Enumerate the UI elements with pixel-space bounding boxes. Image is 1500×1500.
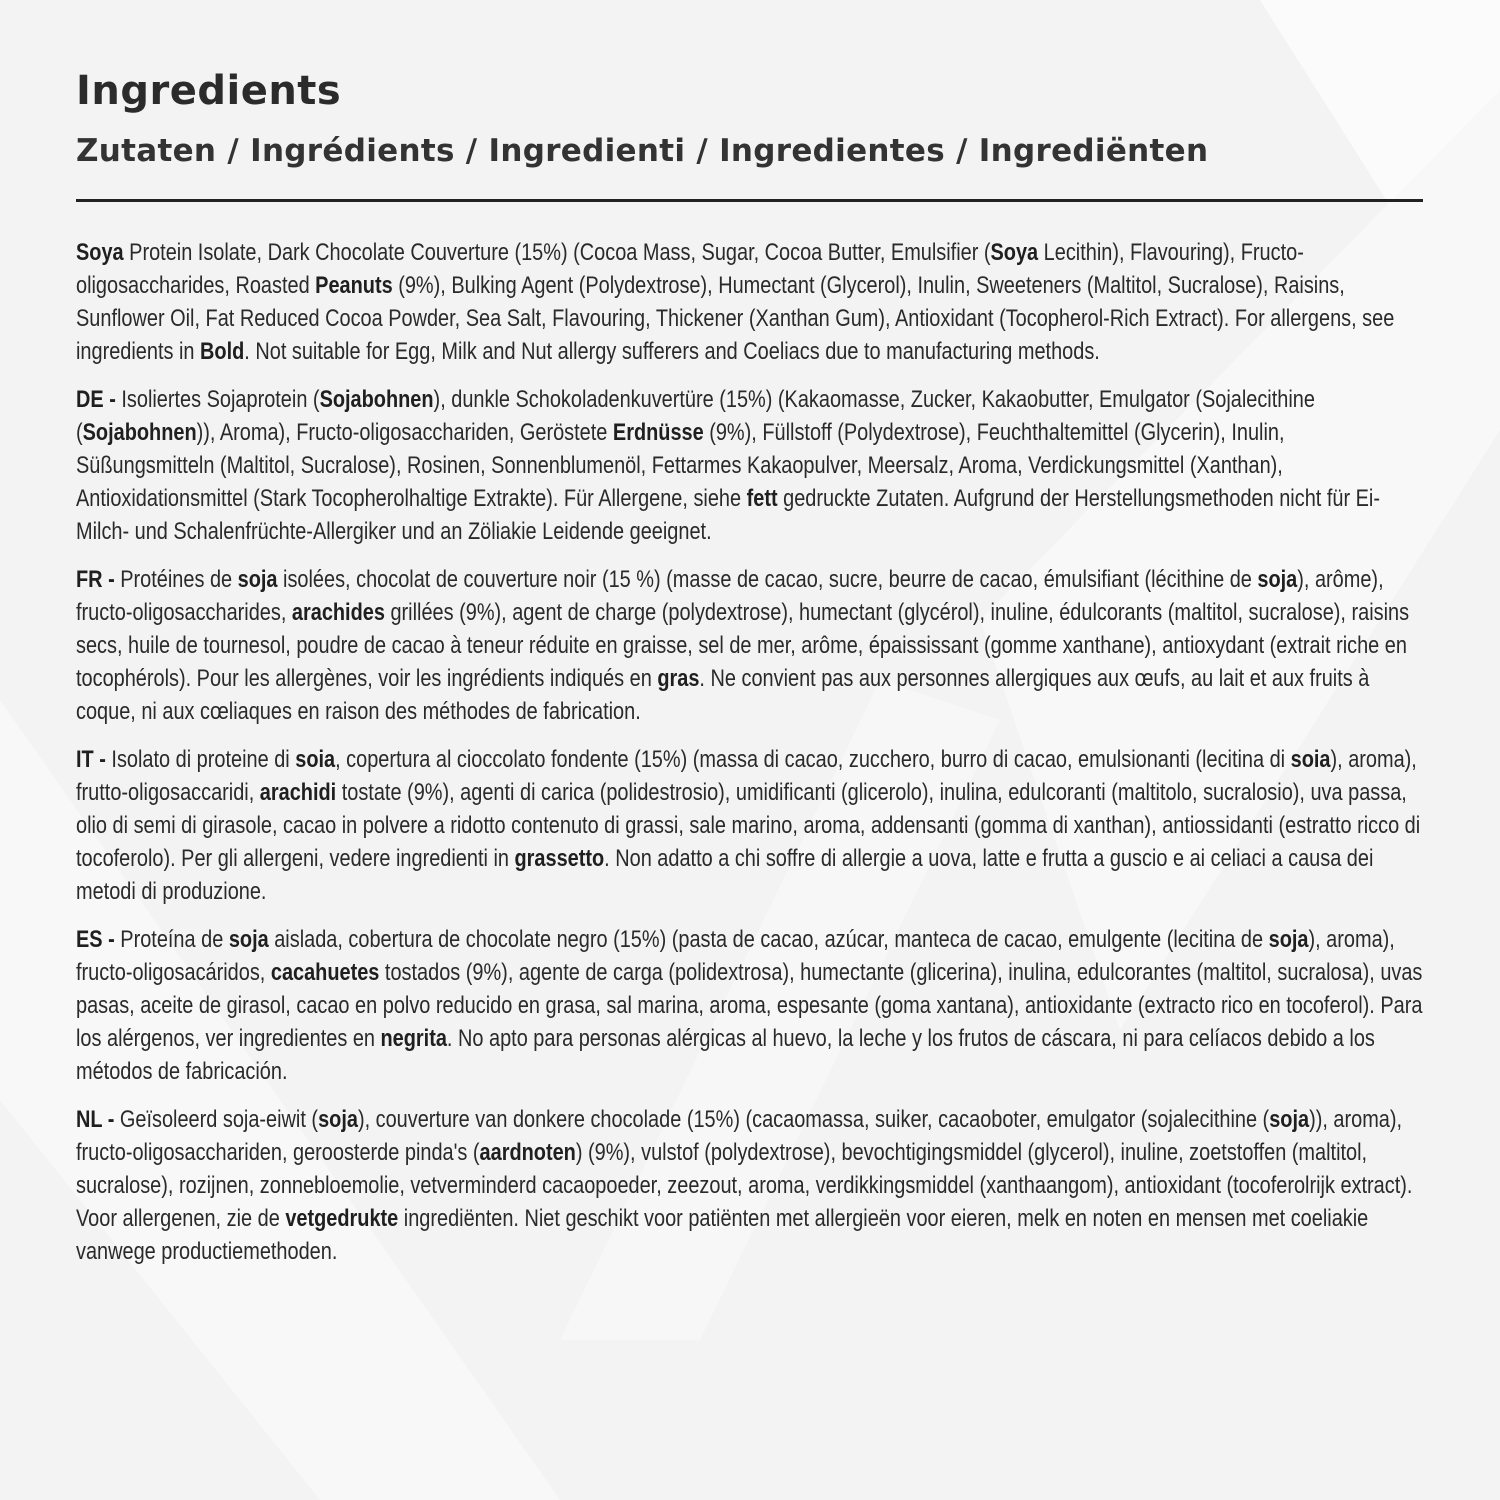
ingredient-text: . Non adatto a chi soffre di allergie a uova, latte e frutta a guscio e ai celiaci a causa dei metodi di produzione. xyxy=(76,845,1374,905)
page-title: Ingredients xyxy=(76,68,342,114)
page-subtitle: Zutaten / Ingrédients / Ingredienti / Ingredientes / Ingrediënten xyxy=(76,133,1209,169)
ingredient-text: (9%), Bulking Agent (Polydextrose), Humectant (Glycerol), Inulin, Sweeteners (Maltitol, Sucralose), Raisins, Sunflower Oil, Fat Reduced Cocoa Powder, Sea Salt, Flavouring, Thickener (Xanthan Gum), Antioxidant (Tocopherol-Rich Extract). For allergens, see ingredients in xyxy=(76,272,1395,365)
allergen-text: soja xyxy=(237,566,278,593)
ingredient-text: ), arôme), fructo-oligosaccharides, xyxy=(76,566,1384,626)
allergen-text: negrita xyxy=(380,1025,447,1052)
allergen-text: soja xyxy=(1269,1106,1310,1133)
allergen-text: soja xyxy=(228,926,269,953)
allergen-text: soja xyxy=(1257,566,1298,593)
ingredient-text: Isoliertes Sojaprotein ( xyxy=(115,386,320,413)
ingredient-text: (9%), Füllstoff (Polydextrose), Feuchthaltemittel (Glycerin), Inulin, Süßungsmitteln (Maltitol, Sucralose), Rosinen, Sonnenblumenöl, Fettarmes Kakaopulver, Meersalz, Aroma, Verdickungsmittel (Xanthan), Antioxidationsmittel (Stark Tocopherolhaltige Extrakte). Für Allergene, siehe xyxy=(76,419,1285,512)
allergen-text: fett xyxy=(746,485,778,512)
ingredients-paragraph xyxy=(76,743,1426,908)
ingredients-paragraph xyxy=(76,563,1426,728)
ingredient-text: . No apto para personas alérgicas al huevo, la leche y los frutos de cáscara, ni para celíacos debido a los métodos de fabricación. xyxy=(76,1025,1375,1085)
allergen-text: soja xyxy=(1268,926,1309,953)
ingredient-text: gedruckte Zutaten. Aufgrund der Herstellungsmethoden nicht für Ei-Milch- und Schalenfrüchte-Allergiker und an Zöliakie Leidende geeignet. xyxy=(76,485,1380,545)
ingredient-text: Geïsoleerd soja-eiwit ( xyxy=(114,1106,319,1133)
ingredient-text: Protein Isolate, Dark Chocolate Couverture (15%) (Cocoa Mass, Sugar, Cocoa Butter, Emulsifier ( xyxy=(123,239,991,266)
ingredient-text: ), dunkle Schokoladenkuvertüre (15%) (Kakaomasse, Zucker, Kakaobutter, Emulgator (Sojalecithine ( xyxy=(76,386,1315,446)
ingredient-text: ) (9%), vulstof (polydextrose), bevochtigingsmiddel (glycerol), inuline, zoetstoffen (maltitol, sucralose), rozijnen, zonnebloemolie, vetverminderd cacaopoeder, zeezout, aroma, verdikkingsmiddel (xanthaangom), antioxidant (tocoferolrijk extract). Voor allergenen, zie de xyxy=(76,1139,1413,1232)
allergen-text: Soya xyxy=(990,239,1039,266)
language-label: DE - xyxy=(76,386,116,413)
allergen-text: Soya xyxy=(76,239,124,266)
ingredient-text: Isolato di proteine di xyxy=(105,746,296,773)
allergen-text: cacahuetes xyxy=(270,959,380,986)
ingredients-paragraph xyxy=(76,236,1426,368)
ingredient-text: )), aroma), fructo-oligosacchariden, geroosterde pinda's ( xyxy=(76,1106,1403,1166)
allergen-text: arachides xyxy=(291,599,385,626)
ingredient-text: tostados (9%), agente de carga (polidextrosa), humectante (glicerina), inulina, edulcorantes (maltitol, sucralosa), uvas pasas, aceite de girasol, cacao en polvo reducido en grasa, sal marina, aroma, espesante (goma xantana), antioxidante (extracto rico en tocoferol). Para los alérgenos, ver ingredientes en xyxy=(76,959,1423,1052)
allergen-text: Erdnüsse xyxy=(612,419,704,446)
allergen-text: soia xyxy=(295,746,336,773)
allergen-text: Sojabohnen xyxy=(319,386,434,413)
allergen-text: gras xyxy=(657,665,700,692)
ingredient-text: ), aroma), fructo-oligosacáridos, xyxy=(76,926,1395,986)
ingredient-text: )), Aroma), Fructo-oligosacchariden, Geröstete xyxy=(196,419,613,446)
allergen-text: grassetto xyxy=(514,845,605,872)
language-label: NL - xyxy=(76,1106,115,1133)
language-label: FR - xyxy=(76,566,115,593)
ingredient-text: tostate (9%), agenti di carica (polidestrosio), umidificanti (glicerolo), inulina, edulcoranti (maltitolo, sucralosio), uva passa, olio di semi di girasole, cacao in polvere a ridotto contenuto di grassi, sale marino, aroma, addensanti (gomma di xanthan), antiossidanti (estratto ricco di tocoferolo). Per gli allergeni, vedere ingredienti in xyxy=(76,779,1421,872)
allergen-text: soja xyxy=(318,1106,358,1133)
ingredient-text: ), couverture van donkere chocolade (15%) (cacaomassa, suiker, cacaoboter, emulgator (sojalecithine ( xyxy=(357,1106,1270,1133)
ingredient-text: ), aroma), frutto-oligosaccaridi, xyxy=(76,746,1417,806)
ingredient-text: isolées, chocolat de couverture noir (15 %) (masse de cacao, sucre, beurre de cacao, émulsifiant (lécithine de xyxy=(277,566,1258,593)
ingredients-paragraph xyxy=(76,1103,1426,1268)
ingredients-paragraph xyxy=(76,923,1426,1088)
allergen-text: vetgedrukte xyxy=(285,1205,399,1232)
ingredient-text: . Ne convient pas aux personnes allergiques aux œufs, au lait et aux fruits à coque, ni aux cœliaques en raison des méthodes de fabrication. xyxy=(76,665,1370,725)
ingredient-text: grillées (9%), agent de charge (polydextrose), humectant (glycérol), inuline, édulcorants (maltitol, sucralose), raisins secs, huile de tournesol, poudre de cacao à teneur réduite en graisse, sel de mer, arôme, épaississant (gomme xanthane), antioxydant (extrait riche en tocophérols). Pour les allergènes, voir les ingrédients indiqués en xyxy=(76,599,1410,692)
allergen-text: soia xyxy=(1290,746,1331,773)
allergen-text: arachidi xyxy=(259,779,337,806)
allergen-text: Bold xyxy=(200,338,245,365)
language-label: IT - xyxy=(76,746,106,773)
ingredient-text: Proteína de xyxy=(114,926,229,953)
ingredient-text: , copertura al cioccolato fondente (15%) (massa di cacao, zucchero, burro di cacao, emulsionanti (lecitina di xyxy=(335,746,1291,773)
ingredient-text: . Not suitable for Egg, Milk and Nut allergy sufferers and Coeliacs due to manufacturing methods. xyxy=(244,338,1100,365)
allergen-text: Sojabohnen xyxy=(82,419,197,446)
ingredient-text: Protéines de xyxy=(114,566,238,593)
ingredient-text: aislada, cobertura de chocolate negro (15%) (pasta de cacao, azúcar, manteca de cacao, emulgente (lecitina de xyxy=(268,926,1269,953)
language-label: ES - xyxy=(76,926,115,953)
allergen-text: Peanuts xyxy=(315,272,393,299)
ingredients-paragraph xyxy=(76,383,1426,548)
ingredient-text: Lecithin), Flavouring), Fructo-oligosaccharides, Roasted xyxy=(76,239,1304,299)
allergen-text: aardnoten xyxy=(479,1139,576,1166)
ingredients-list xyxy=(76,236,1426,1283)
title-divider xyxy=(76,199,1423,202)
ingredient-text: ingrediënten. Niet geschikt voor patiënten met allergieën voor eieren, melk en noten en mensen met coeliakie vanwege productiemethoden. xyxy=(76,1205,1369,1265)
